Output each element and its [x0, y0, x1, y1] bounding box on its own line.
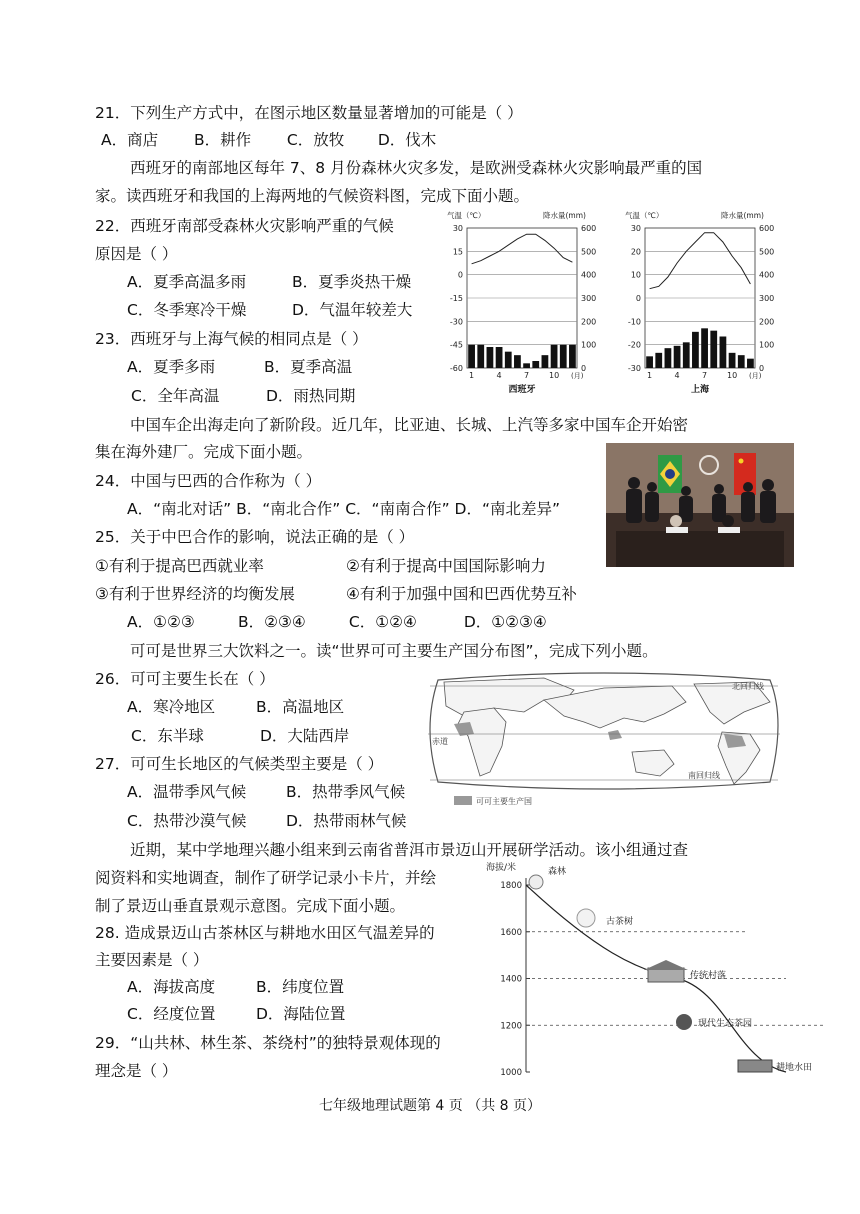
zone-label: 耕地水田 — [776, 1063, 813, 1073]
zone-label: 传统村落 — [690, 971, 727, 981]
q25-statement-4: ④有利于加强中国和巴西优势互补 — [345, 585, 577, 603]
q27-option-d: D．热带雨林气候 — [285, 812, 407, 830]
precip-tick-label: 100 — [759, 340, 775, 350]
q22-option-b: B．夏季炎热干燥 — [291, 273, 412, 291]
month-tick-label: 7 — [702, 371, 708, 380]
signing-ceremony-illustration — [606, 443, 794, 567]
precip-bar — [729, 353, 736, 368]
q23-option-a: A．夏季多雨 — [127, 358, 216, 376]
temp-tick-label: 15 — [452, 247, 463, 257]
precip-bar — [569, 345, 576, 368]
jingmai-diagram-svg — [486, 860, 826, 1080]
q24-stem: 24．中国与巴西的合作称为（ ） — [95, 472, 322, 490]
altitude-tick-label: 1400 — [500, 974, 522, 985]
temp-tick-label: -20 — [627, 340, 641, 350]
q25-statement-3: ③有利于世界经济的均衡发展 — [95, 585, 295, 603]
q21-option-a: A．商店 — [101, 131, 159, 149]
precip-tick-label: 0 — [759, 364, 765, 373]
q28-option-d: D．海陆位置 — [255, 1005, 346, 1023]
chart-title: 上海 — [690, 385, 710, 395]
precip-tick-label: 100 — [581, 340, 597, 350]
q25-option-a: A．①②③ — [127, 613, 195, 631]
temp-tick-label: -45 — [449, 340, 463, 350]
temp-tick-label: 10 — [630, 270, 641, 280]
temp-tick-label: -10 — [627, 317, 641, 327]
equator-label: 赤道 — [432, 737, 448, 746]
temp-tick-label: 20 — [630, 247, 641, 257]
zone-label: 森林 — [548, 867, 567, 877]
q27-option-b: B．热带季风气候 — [285, 783, 406, 801]
q25-option-d: D．①②③④ — [463, 613, 547, 631]
precip-tick-label: 200 — [759, 317, 775, 327]
q28-options-row2 — [127, 1004, 345, 1024]
precip-tick-label: 500 — [759, 247, 775, 257]
altitude-tick-label: 1200 — [500, 1021, 522, 1032]
precip-bar — [487, 347, 494, 368]
q27-option-a: A．温带季风气候 — [127, 783, 247, 801]
q21-option-c: C．放牧 — [286, 131, 345, 149]
precip-tick-label: 300 — [581, 294, 597, 303]
cocoa-map-figure — [424, 672, 784, 816]
q26-stem: 26．可可主要生长在（ ） — [95, 670, 275, 688]
q22-options-row2 — [127, 300, 412, 320]
precip-bar — [747, 359, 754, 368]
precip-bar — [720, 337, 727, 369]
month-tick-label: 7 — [524, 371, 530, 380]
temp-axis-label: 气温（℃） — [625, 211, 664, 220]
q22-options-row1 — [127, 272, 411, 292]
q23-options-row1 — [127, 357, 352, 377]
precip-tick-label: 500 — [581, 247, 597, 257]
q22-option-d: D．气温年较差大 — [291, 301, 413, 319]
zone-label: 现代生态茶园 — [698, 1019, 753, 1029]
tea-garden-icon — [676, 1014, 692, 1030]
q26-options-row1 — [127, 697, 344, 717]
paddy-field-icon — [738, 1060, 772, 1072]
temp-line — [472, 234, 573, 264]
precip-tick-label: 600 — [581, 224, 597, 233]
q28-option-b: B．纬度位置 — [255, 978, 345, 996]
precip-bar — [468, 345, 475, 368]
precip-bar — [560, 345, 567, 368]
q25-stem: 25．关于中巴合作的影响，说法正确的是（ ） — [95, 528, 415, 546]
zone-icons — [529, 875, 772, 1072]
q25-statements-row2 — [95, 584, 577, 604]
cocoa-map-svg — [424, 672, 784, 812]
month-tick-label: 1 — [469, 371, 475, 380]
q27-stem: 27．可可生长地区的气候类型主要是（ ） — [95, 755, 384, 773]
precip-bar — [692, 332, 699, 368]
precip-tick-label: 200 — [581, 317, 597, 327]
passage3: 可可是世界三大饮料之一。读“世界可可主要生产国分布图”，完成下列小题。 — [130, 642, 658, 660]
precip-bar — [738, 355, 745, 368]
q24-options: A．“南北对话” B．“南北合作” C．“南南合作” D．“南北差异” — [127, 500, 561, 518]
q23-stem: 23．西班牙与上海气候的相同点是（ ） — [95, 330, 368, 348]
legend-swatch — [454, 796, 472, 805]
precip-tick-label: 600 — [759, 224, 775, 233]
q27-option-c: C．热带沙漠气候 — [127, 812, 247, 830]
jingmai-diagram-figure — [486, 860, 826, 1084]
precip-bar — [701, 328, 708, 368]
q23-options-row2 — [131, 386, 355, 406]
precip-axis-label: 降水量(mm) — [543, 211, 586, 220]
precip-bar — [505, 352, 512, 368]
precip-tick-label: 0 — [581, 364, 587, 373]
precip-bar — [646, 356, 653, 368]
q25-statement-2: ②有利于提高中国国际影响力 — [345, 557, 546, 575]
q26-option-b: B．高温地区 — [255, 698, 345, 716]
precip-bar — [655, 353, 662, 368]
passage1-line1: 西班牙的南部地区每年 7、8 月份森林火灾多发，是欧洲受森林火灾影响最严重的国 — [130, 159, 703, 177]
altitude-axis-label: 海拔/米 — [486, 863, 517, 873]
q29-stem-line1: 29．“山共林、林生茶、茶绕村”的独特景观体现的 — [95, 1034, 441, 1052]
q22-stem-line1: 22．西班牙南部受森林火灾影响严重的气候 — [95, 217, 394, 235]
passage2-line1: 中国车企出海走向了新阶段。近几年，比亚迪、长城、上汽等多家中国车企开始密 — [130, 416, 689, 434]
precip-bar — [665, 348, 672, 368]
climate-charts-svg — [445, 208, 785, 398]
legend-label: 可可主要生产国 — [476, 797, 532, 806]
precip-axis-label: 降水量(mm) — [721, 211, 764, 220]
passage4-line3: 制了景迈山垂直景观示意图。完成下面小题。 — [95, 897, 406, 915]
forest-icon — [529, 875, 543, 889]
climate-chart-shanghai — [625, 210, 774, 395]
precip-bar — [477, 345, 484, 368]
climate-chart-spain — [447, 210, 596, 395]
month-tick-label: 4 — [674, 371, 680, 380]
month-tick-label: 10 — [726, 371, 738, 380]
temp-tick-label: -15 — [449, 294, 463, 303]
month-tick-label: 4 — [496, 371, 502, 380]
month-tick-label: 1 — [647, 371, 653, 380]
precip-bar — [532, 361, 539, 368]
temp-tick-label: 30 — [630, 224, 641, 233]
month-unit-label: (月) — [749, 372, 762, 380]
q25-options — [127, 612, 547, 632]
q22-option-a: A．夏季高温多雨 — [127, 273, 247, 291]
month-unit-label: (月) — [571, 372, 584, 380]
altitude-tick-label: 1800 — [500, 881, 522, 891]
q28-option-c: C．经度位置 — [127, 1005, 216, 1023]
passage4-line1: 近期，某中学地理兴趣小组来到云南省普洱市景迈山开展研学活动。该小组通过查 — [130, 841, 689, 859]
q21-options — [101, 130, 436, 150]
q21-option-b: B．耕作 — [193, 131, 252, 149]
precip-bar — [514, 355, 521, 368]
q25-option-b: B．②③④ — [237, 613, 306, 631]
temp-tick-label: -30 — [449, 317, 463, 327]
climate-charts-figure — [445, 208, 785, 402]
precip-tick-label: 400 — [759, 270, 775, 280]
q22-stem-line2: 原因是（ ） — [95, 245, 178, 263]
altitude-tick-label: 1000 — [500, 1068, 522, 1078]
passage4-line2: 阅资料和实地调查，制作了研学记录小卡片，并绘 — [95, 869, 437, 887]
q28-stem-line2: 主要因素是（ ） — [95, 951, 209, 969]
q26-option-a: A．寒冷地区 — [127, 698, 216, 716]
q25-statement-1: ①有利于提高巴西就业率 — [95, 557, 264, 575]
precip-bar — [542, 355, 549, 368]
q28-option-a: A．海拔高度 — [127, 978, 216, 996]
village-roof-icon — [644, 960, 688, 970]
temp-tick-label: 30 — [452, 224, 463, 233]
chart-title: 西班牙 — [508, 385, 536, 395]
precip-bar — [710, 331, 717, 368]
temp-tick-label: -30 — [627, 364, 641, 373]
temp-line — [650, 233, 751, 289]
q27-options-row2 — [127, 811, 406, 831]
page-footer: 七年级地理试题第 4 页 （共 8 页） — [318, 1098, 542, 1114]
q26-option-d: D．大陆西岸 — [259, 727, 350, 745]
altitude-tick-label: 1600 — [500, 927, 522, 938]
precip-tick-label: 300 — [759, 294, 775, 303]
precip-tick-label: 400 — [581, 270, 597, 280]
tropic-south-label: 南回归线 — [688, 771, 720, 780]
ancient-tea-tree-icon — [577, 909, 595, 927]
q28-options-row1 — [127, 977, 344, 997]
passage2-line2: 集在海外建厂。完成下面小题。 — [95, 443, 313, 461]
temp-tick-label: -60 — [449, 364, 463, 373]
q25-statements-row1 — [95, 556, 546, 576]
q23-option-d: D．雨热同期 — [265, 387, 356, 405]
zone-label: 古茶树 — [606, 917, 634, 927]
q21-option-d: D．伐木 — [377, 131, 437, 149]
precip-bar — [523, 363, 530, 368]
village-house-icon — [648, 968, 684, 982]
passage1-line2: 家。读西班牙和我国的上海两地的气候资料图，完成下面小题。 — [95, 187, 530, 205]
signing-ceremony-photo — [606, 443, 794, 567]
q27-options-row1 — [127, 782, 405, 802]
q23-option-c: C．全年高温 — [131, 387, 220, 405]
q26-option-c: C．东半球 — [131, 727, 204, 745]
q21-stem: 21．下列生产方式中，在图示地区数量显著增加的可能是（ ） — [95, 104, 523, 122]
q23-option-b: B．夏季高温 — [263, 358, 353, 376]
q29-stem-line2: 理念是（ ） — [95, 1062, 178, 1080]
precip-bar — [496, 347, 503, 368]
temp-tick-label: 0 — [635, 294, 641, 303]
q25-option-c: C．①②④ — [348, 613, 417, 631]
precip-bar — [674, 346, 681, 368]
precip-bar — [551, 345, 558, 368]
temp-axis-label: 气温（℃） — [447, 211, 486, 220]
q26-options-row2 — [131, 726, 349, 746]
q28-stem-line1: 28. 造成景迈山古茶林区与耕地水田区气温差异的 — [95, 924, 435, 942]
tropic-north-label: 北回归线 — [732, 682, 764, 691]
precip-bar — [683, 342, 690, 368]
temp-tick-label: 0 — [457, 270, 463, 280]
month-tick-label: 10 — [548, 371, 560, 380]
q22-option-c: C．冬季寒冷干燥 — [127, 301, 247, 319]
